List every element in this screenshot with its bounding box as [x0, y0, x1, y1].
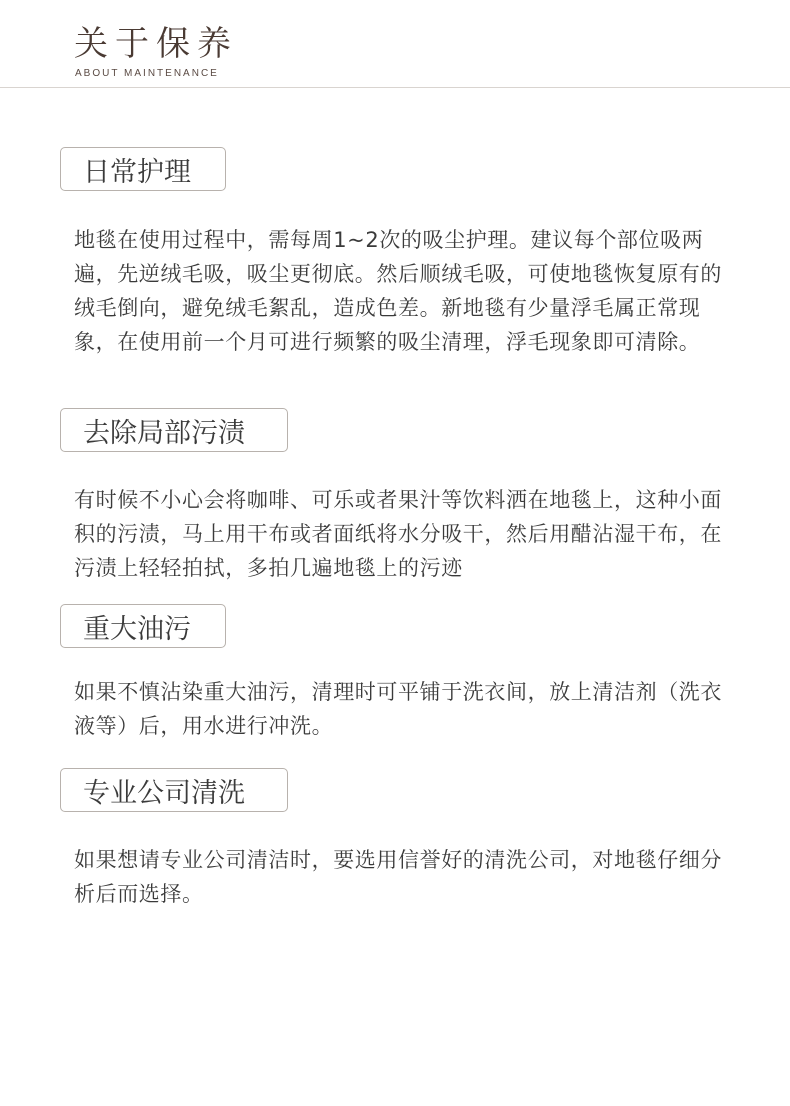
- header-divider: [0, 87, 790, 88]
- page-header: [0, 0, 790, 88]
- section-label-stain-removal: 去除局部污渍: [60, 408, 288, 452]
- section-body-stain-removal: 有时候不小心会将咖啡、可乐或者果汁等饮料洒在地毯上，这种小面积的污渍，马上用干布或者面纸将水分吸干，然后用醋沾湿干布，在污渍上轻轻拍拭，多拍几遍地毯上的污迹: [74, 488, 722, 580]
- page-subtitle: ABOUT MAINTENANCE: [75, 68, 219, 79]
- section-label-daily-care: 日常护理: [60, 147, 226, 191]
- page-title: 关于保养: [74, 24, 238, 64]
- section-label-heavy-oil: 重大油污: [60, 604, 226, 648]
- section-body-daily-care: 地毯在使用过程中，需每周1~2次的吸尘护理。建议每个部位吸两遍，先逆绒毛吸，吸尘更彻底。然后顺绒毛吸，可使地毯恢复原有的绒毛倒向，避免绒毛絮乱，造成色差。新地毯有少量浮毛属正常现象，在使用前一个月可进行频繁的吸尘清理，浮毛现象即可清除。: [74, 228, 722, 354]
- section-body-professional-cleaning: 如果想请专业公司清洁时，要选用信誉好的清洗公司，对地毯仔细分析后而选择。: [74, 848, 722, 906]
- section-body-heavy-oil: 如果不慎沾染重大油污，清理时可平铺于洗衣间，放上清洁剂（洗衣液等）后，用水进行冲洗。: [74, 680, 722, 738]
- section-label-professional-cleaning: 专业公司清洗: [60, 768, 288, 812]
